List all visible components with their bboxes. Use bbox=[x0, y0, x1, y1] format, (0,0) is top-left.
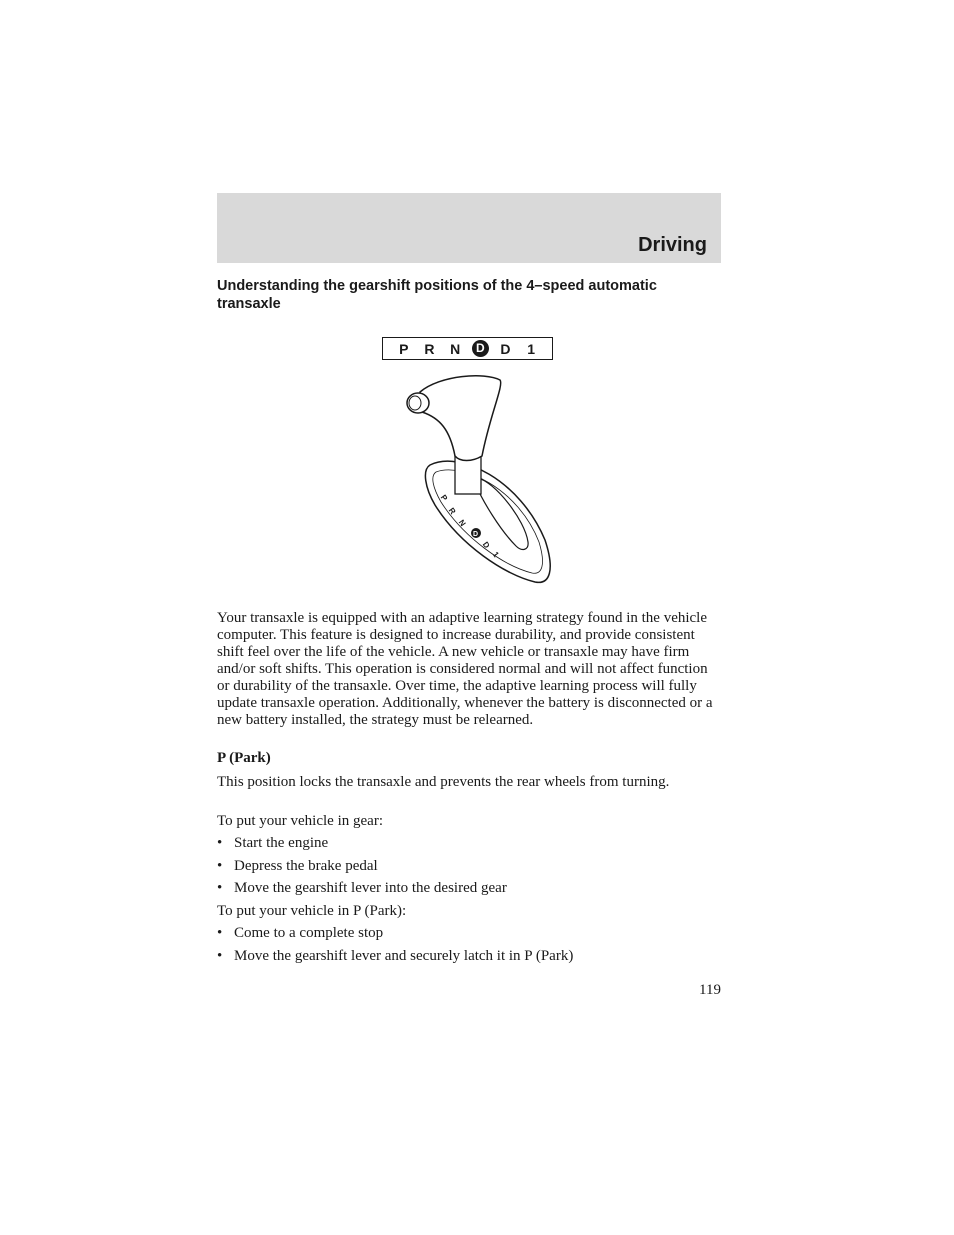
shifter-button bbox=[407, 393, 429, 413]
section-header-band bbox=[217, 193, 721, 263]
gear-n-label: N bbox=[450, 340, 461, 357]
page-number: 119 bbox=[699, 982, 721, 998]
list-item-text: Move the gearshift lever into the desired gear bbox=[234, 880, 507, 896]
park-description: This position locks the transaxle and prevents the rear wheels from turning. bbox=[217, 774, 670, 790]
list-item-text: Start the engine bbox=[234, 835, 329, 851]
in-park-intro: To put your vehicle in P (Park): bbox=[217, 903, 407, 919]
slot-label-n: N bbox=[456, 518, 468, 528]
slot-label-p: P bbox=[438, 493, 450, 503]
slot-label-d: D bbox=[480, 540, 492, 550]
section-title: Driving bbox=[638, 234, 707, 256]
list-item bbox=[217, 835, 328, 852]
slot-label-1: 1 bbox=[490, 550, 501, 559]
in-gear-intro: To put your vehicle in gear: bbox=[217, 813, 383, 829]
shifter-handle bbox=[420, 376, 501, 461]
gearshift-lever-illustration bbox=[400, 370, 560, 590]
bullet-icon: • bbox=[217, 880, 223, 896]
bullet-icon: • bbox=[217, 858, 223, 874]
bullet-icon: • bbox=[217, 948, 223, 964]
list-item-text: Move the gearshift lever and securely latch it in P (Park) bbox=[234, 948, 574, 964]
bullet-icon: • bbox=[217, 925, 223, 941]
gear-d-label: D bbox=[500, 340, 511, 357]
list-item bbox=[217, 925, 383, 942]
list-item bbox=[217, 948, 573, 965]
gear-r-label: R bbox=[424, 340, 435, 357]
list-item-text: Come to a complete stop bbox=[234, 925, 384, 941]
list-item bbox=[217, 880, 507, 897]
gear-position-indicator bbox=[382, 337, 553, 360]
gear-overdrive-label: D bbox=[472, 340, 489, 357]
shifter-base-plate bbox=[425, 461, 550, 582]
slot-label-r: R bbox=[446, 506, 458, 516]
park-heading: P (Park) bbox=[217, 750, 271, 766]
list-item-text: Depress the brake pedal bbox=[234, 858, 378, 874]
bullet-icon: • bbox=[217, 835, 223, 851]
page-heading: Understanding the gearshift positions of the 4–speed automatic transaxle bbox=[217, 278, 657, 312]
intro-paragraph: Your transaxle is equipped with an adaptive learning strategy found in the vehicle computer. This feature is designed to increase durability, and provide consistent shift feel over the life of the vehicle. A new vehicle or transaxle may have firm and/or soft shifts. This operation is considered normal and will not affect function or durability of the transaxle. Over time, the adaptive learning process will fully update transaxle operation. Additionally, whenever the battery is disconnected or a new battery installed, the strategy must be relearned. bbox=[217, 610, 713, 728]
slot-label-overdrive: D bbox=[473, 531, 479, 538]
list-item bbox=[217, 858, 378, 875]
gear-1-label: 1 bbox=[527, 340, 535, 357]
gear-p-label: P bbox=[399, 340, 409, 357]
